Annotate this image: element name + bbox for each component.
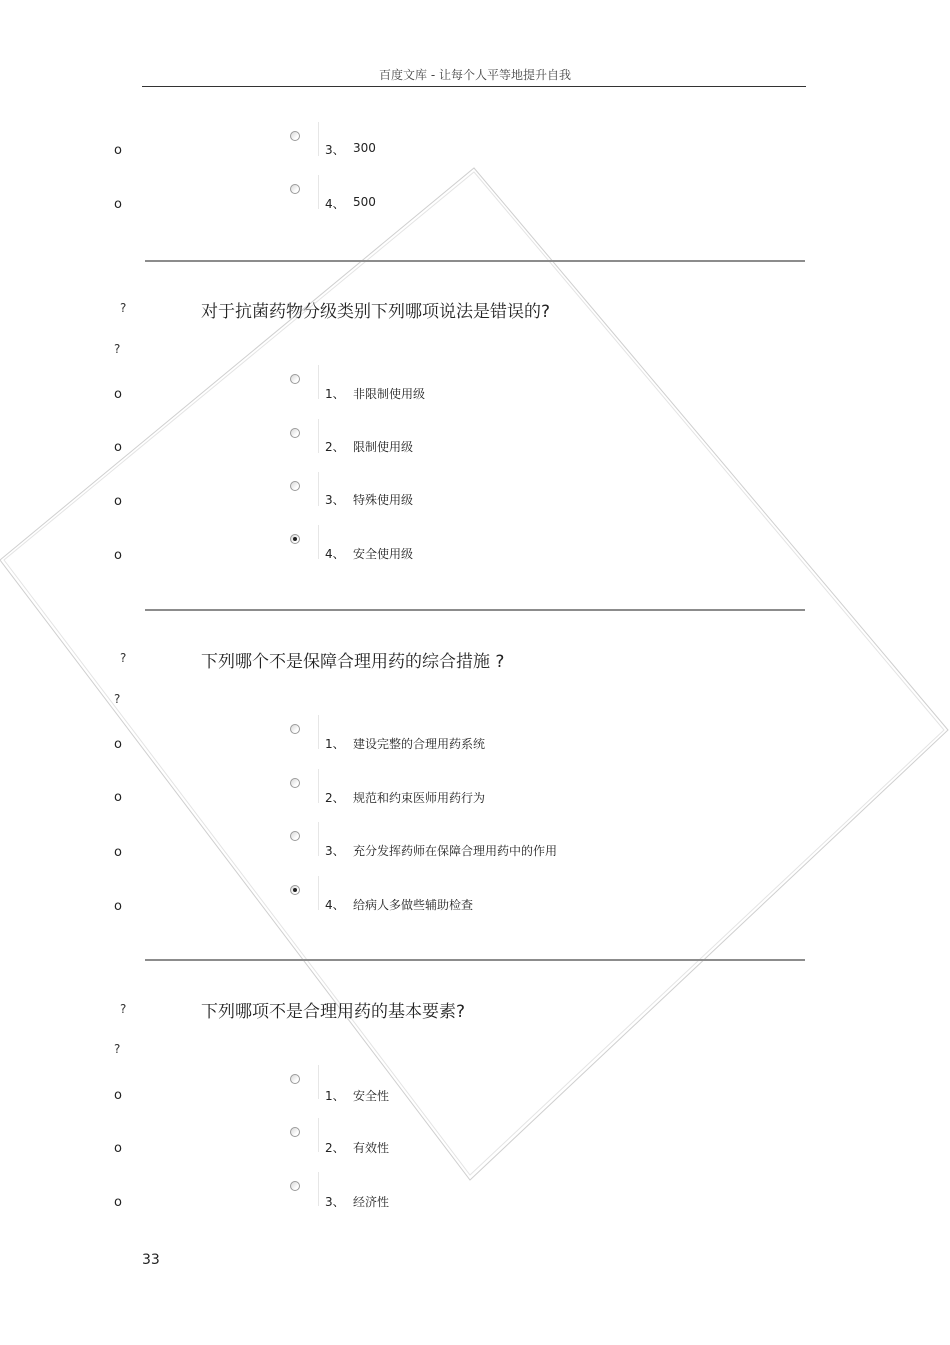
question-text: 下列哪项不是合理用药的基本要素? — [201, 1002, 466, 1022]
list-bullet: o — [114, 387, 122, 402]
option-label: 给病人多做些辅助检查 — [353, 898, 474, 912]
option-number: 4、 — [325, 197, 345, 211]
list-bullet: o — [114, 737, 122, 752]
option-number: 1、 — [325, 387, 345, 401]
option-label: 安全性 — [353, 1089, 390, 1103]
radio-option-selected[interactable] — [287, 525, 319, 559]
option-number: 2、 — [325, 440, 345, 454]
question-divider — [145, 609, 805, 611]
radio-option[interactable] — [287, 419, 319, 453]
list-bullet: o — [114, 790, 122, 805]
radio-option[interactable] — [287, 769, 319, 803]
header-rule — [142, 86, 806, 87]
question-marker: ? — [120, 301, 127, 315]
option-label: 充分发挥药师在保障合理用药中的作用 — [353, 844, 558, 858]
question-marker: ? — [114, 692, 121, 706]
option-number: 3、 — [325, 1195, 345, 1209]
radio-option[interactable] — [287, 1065, 319, 1099]
option-number: 4、 — [325, 898, 345, 912]
list-bullet: o — [114, 548, 122, 563]
list-bullet: o — [114, 845, 122, 860]
radio-option[interactable] — [287, 715, 319, 749]
option-label: 建设完整的合理用药系统 — [353, 737, 486, 751]
option-number: 1、 — [325, 1089, 345, 1103]
list-bullet: o — [114, 1195, 122, 1210]
radio-option[interactable] — [287, 175, 319, 209]
list-bullet: o — [114, 1141, 122, 1156]
question-divider — [145, 959, 805, 961]
list-bullet: o — [114, 197, 122, 212]
radio-option[interactable] — [287, 365, 319, 399]
list-bullet: o — [114, 440, 122, 455]
radio-option[interactable] — [287, 472, 319, 506]
question-divider — [145, 260, 805, 262]
question-marker: ? — [114, 1042, 121, 1056]
option-label: 非限制使用级 — [353, 387, 426, 401]
option-number: 2、 — [325, 1141, 345, 1155]
option-label: 500 — [353, 195, 376, 209]
option-label: 特殊使用级 — [353, 493, 414, 507]
radio-option[interactable] — [287, 122, 319, 156]
radio-option[interactable] — [287, 1118, 319, 1152]
radio-option-selected[interactable] — [287, 876, 319, 910]
option-label: 限制使用级 — [353, 440, 414, 454]
option-number: 4、 — [325, 547, 345, 561]
option-number: 3、 — [325, 143, 345, 157]
page-number: 33 — [142, 1252, 160, 1268]
question-marker: ? — [114, 342, 121, 356]
list-bullet: o — [114, 143, 122, 158]
question-marker: ? — [120, 651, 127, 665]
list-bullet: o — [114, 1088, 122, 1103]
question-marker: ? — [120, 1002, 127, 1016]
list-bullet: o — [114, 899, 122, 914]
question-text: 下列哪个不是保障合理用药的综合措施 ? — [201, 652, 505, 672]
question-text: 对于抗菌药物分级类别下列哪项说法是错误的? — [201, 302, 551, 322]
option-number: 1、 — [325, 737, 345, 751]
list-bullet: o — [114, 494, 122, 509]
radio-option[interactable] — [287, 1172, 319, 1206]
option-number: 2、 — [325, 791, 345, 805]
option-label: 规范和约束医师用药行为 — [353, 791, 486, 805]
option-label: 有效性 — [353, 1141, 390, 1155]
option-label: 经济性 — [353, 1195, 390, 1209]
option-label: 300 — [353, 141, 376, 155]
option-label: 安全使用级 — [353, 547, 414, 561]
option-number: 3、 — [325, 493, 345, 507]
option-number: 3、 — [325, 844, 345, 858]
page-header: 百度文库 - 让每个人平等地提升自我 — [379, 68, 571, 82]
radio-option[interactable] — [287, 822, 319, 856]
